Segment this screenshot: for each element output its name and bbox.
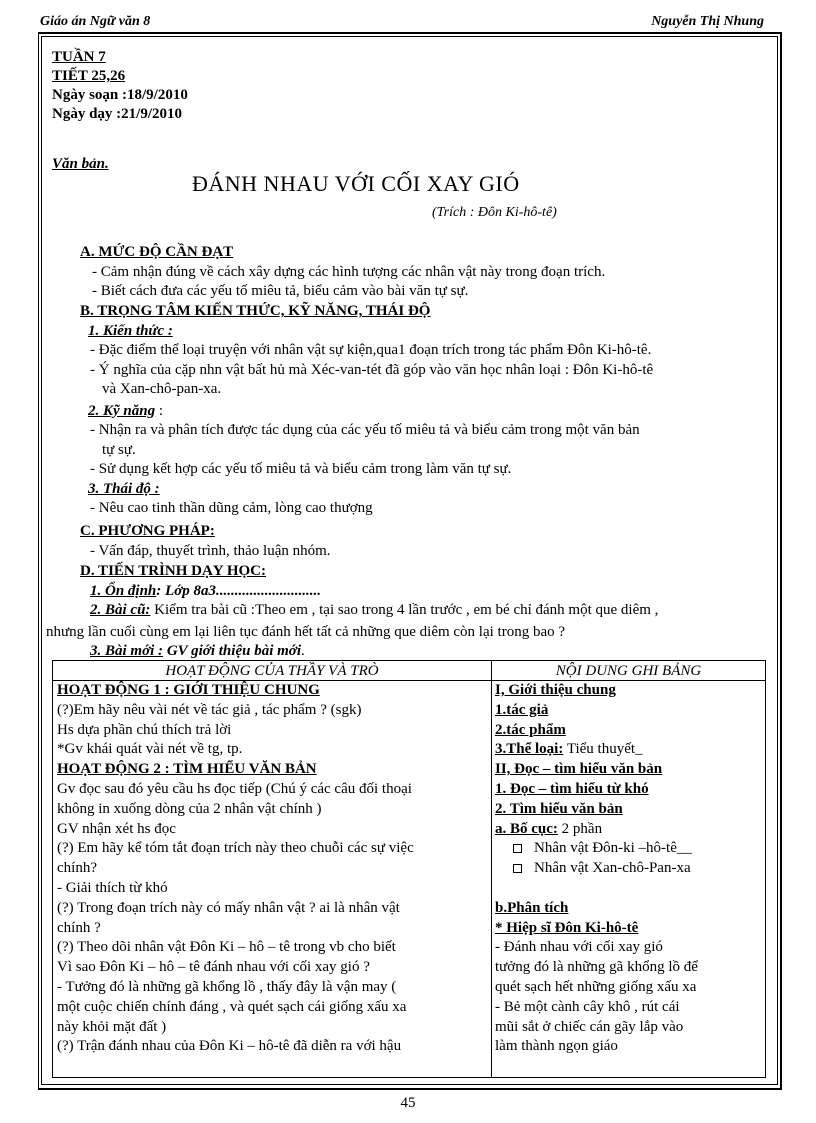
skills-heading: 2. Kỹ năng [88, 402, 156, 419]
board-line: I, Giới thiệu chung [495, 682, 616, 698]
step-3-text: GV giới thiệu bài mới [163, 643, 301, 659]
step-2-continued: nhưng lần cuối cùng em lại liên tục đánh hết tất cả những que diêm còn lại trong bao ? [46, 624, 566, 640]
genre-label: Văn bản. [52, 156, 109, 172]
section-a-heading: A. MỨC ĐỘ CẦN ĐẠT [80, 244, 234, 260]
knowledge-line: và Xan-chô-pan-xa. [102, 381, 222, 397]
board-line: mũi sắt ở chiếc cán gãy lắp vào [495, 1018, 684, 1035]
section-b [80, 302, 653, 519]
activity-line: Gv đọc sau đó yêu cầu hs đọc tiếp (Chú ý các câu đối thoại [57, 780, 412, 797]
knowledge-line: - Ý nghĩa của cặp nhn vật bất hủ mà Xéc-van-tét đã góp vào văn học nhân loại : Đôn Ki-hô-tê [90, 361, 654, 378]
section-a [80, 243, 605, 302]
activity-line: (?) Theo dõi nhân vật Đôn Ki – hô – tê trong vb cho biết [57, 939, 396, 956]
activity-line: - Giải thích từ khó [57, 879, 168, 896]
board-line: 1. Đọc – tìm hiểu từ khó [495, 780, 649, 797]
prepared-date: Ngày soạn :18/9/2010 [52, 87, 188, 103]
board-line: 2.tác phẩm [495, 721, 566, 738]
activity-line: Hs dựa phần chú thích trả lời [57, 721, 232, 738]
section-a-line: - Cảm nhận đúng về cách xây dựng các hình tượng các nhân vật này trong đoạn trích. [92, 263, 606, 280]
activity-line: không in xuống dòng của 2 nhân vật chính ) [57, 800, 322, 817]
activity-line: này khỏi mặt đất ) [57, 1018, 167, 1035]
section-a-line: - Biết cách đưa các yếu tố miêu tả, biểu cảm vào bài văn tự sự. [92, 283, 469, 299]
knowledge-line: - Đặc điểm thể loại truyện với nhân vật sự kiện,qua1 đoạn trích trong tác phẩm Đôn Ki-hô-tê. [90, 342, 652, 358]
activity-line: GV nhận xét hs đọc [57, 820, 176, 837]
activity-line: chính? [57, 860, 97, 877]
knowledge-heading: 1. Kiến thức : [88, 322, 173, 339]
board-line: II, Đọc – tìm hiểu văn bản [495, 761, 663, 778]
skills-line: - Sử dụng kết hợp các yếu tố miêu tả và biểu cảm trong làm văn tự sự. [90, 461, 512, 477]
activity-line: chính ? [57, 919, 101, 936]
skills-line: tự sự. [102, 441, 136, 458]
board-line: Nhân vật Xan-chô-Pan-xa [534, 860, 691, 877]
section-c [80, 522, 331, 561]
step-3-label: 3. Bài mới : [90, 643, 164, 659]
activity-line: *Gv khái quát vài nét về tg, tp. [57, 741, 243, 758]
activity-line: Vì sao Đôn Ki – hô – tê đánh nhau với cối xay gió ? [57, 959, 370, 976]
period-label: TIẾT 25,26 [52, 68, 126, 84]
section-c-heading: C. PHƯƠNG PHÁP: [80, 523, 215, 539]
step-3-dot: . [301, 643, 305, 659]
step-2-text: Kiểm tra bài cũ :Theo em , tại sao trong 4 lần trước , em bé chỉ đánh một que diêm , [150, 602, 659, 618]
table-header-board-notes: NỘI DUNG GHI BẢNG [492, 661, 766, 681]
activity-line: (?)Em hãy nêu vài nét về tác giả , tác phẩm ? (sgk) [57, 701, 362, 718]
skills-line: - Nhận ra và phân tích được tác dụng của các yếu tố miêu tả và biểu cảm trong một văn bản [90, 422, 640, 438]
attitude-heading: 3. Thái độ : [88, 480, 160, 497]
board-line: 2. Tìm hiểu văn bản [495, 800, 623, 817]
step-1-label: 1. Ổn định [90, 582, 157, 599]
checkbox-icon [513, 844, 522, 853]
board-line-value: Tiểu thuyết [563, 741, 636, 758]
activity-line: (?) Em hãy kể tóm tắt đoạn trích này theo chuỗi các sự việc [57, 840, 414, 857]
page-title: ĐÁNH NHAU VỚI CỐI XAY GIÓ [192, 171, 520, 196]
step-2-label: 2. Bài cũ: [90, 602, 151, 618]
activity-line: - Tưởng đó là những gã khổng lồ , thấy đây là vận may ( [57, 978, 397, 995]
page-subtitle: (Trích : Đôn Ki-hô-tê) [432, 205, 557, 220]
board-line: làm thành ngọn giáo [495, 1038, 618, 1055]
activity-line: HOẠT ĐỘNG 2 : TÌM HIỂU VĂN BẢN [57, 761, 317, 778]
activities-cell [53, 681, 492, 1078]
week-label: TUẦN 7 [52, 49, 106, 65]
board-line: - Bẻ một cành cây khô , rút cái [495, 998, 680, 1015]
skills-colon: : [155, 402, 164, 419]
board-line-value: 2 phần [557, 820, 603, 837]
header-author: Nguyễn Thị Nhung [651, 14, 764, 29]
board-line: * Hiệp sĩ Đôn Ki-hô-tê [495, 919, 639, 936]
attitude-line: - Nêu cao tinh thần dũng cảm, lòng cao thượng [90, 500, 373, 516]
checkbox-icon [513, 864, 522, 873]
lesson-table [52, 660, 766, 1078]
board-line: quét sạch hết những giống xấu xa [495, 978, 697, 995]
table-header-activities: HOẠT ĐỘNG CỦA THẦY VÀ TRÒ [53, 661, 492, 681]
step-1-text: : Lớp 8a3............................ [156, 582, 321, 599]
section-d [80, 562, 658, 621]
board-line: 1.tác giả [495, 701, 549, 718]
board-line: b.Phân tích [495, 899, 569, 916]
header-subject: Giáo án Ngữ văn 8 [40, 14, 151, 29]
board-line: Nhân vật Đôn-ki –hô-tê [534, 840, 677, 857]
activity-line: (?) Trong đoạn trích này có mấy nhân vật ? ai là nhân vật [57, 899, 400, 916]
section-b-heading: B. TRỌNG TÂM KIẾN THỨC, KỸ NĂNG, THÁI ĐỘ [80, 303, 431, 319]
board-line: a. Bố cục: [495, 820, 558, 837]
board-line: - Đánh nhau với cối xay gió [495, 939, 663, 956]
activity-line: một cuộc chiến chính đáng , và quét sạch cái giống xấu xa [57, 998, 407, 1015]
activity-line: (?) Trận đánh nhau của Đôn Ki – hô-tê đã diễn ra với hậu [57, 1038, 402, 1055]
section-c-line: - Vấn đáp, thuyết trình, thảo luận nhóm. [90, 542, 331, 559]
activity-line: HOẠT ĐỘNG 1 : GIỚI THIỆU CHUNG [57, 682, 320, 698]
page-number: 45 [400, 1095, 416, 1111]
board-line: tưởng đó là những gã khổng lồ để [495, 959, 698, 976]
board-notes-cell: I, Giới thiệu chung 1.tác giả 2.tác phẩm 3.Thể loại: Tiểu thuyết_ II, Đọc – tìm hiểu văn bản 1. Đọc – tìm hiểu từ khó 2. Tìm hiểu văn bản a. Bố cục: 2 phần Nhân vật Đôn-ki –hô-tê__ Nhân vật Xan-chô-Pan-xa b.Phân tích * Hiệp sĩ Đôn Ki-hô-tê - Đánh nhau với cối xay gió tưởng đó là những gã khổng lồ để quét sạch hết những giống xấu xa - Bẻ một cành cây khô , rút cái mũi sắt ở chiếc cán gãy lắp vào làm thành ngọn giáo [492, 681, 766, 1078]
section-d-heading: D. TIẾN TRÌNH DẠY HỌC: [80, 563, 266, 579]
board-line: 3.Thể loại: [495, 741, 564, 758]
taught-date: Ngày dạy :21/9/2010 [52, 106, 183, 122]
